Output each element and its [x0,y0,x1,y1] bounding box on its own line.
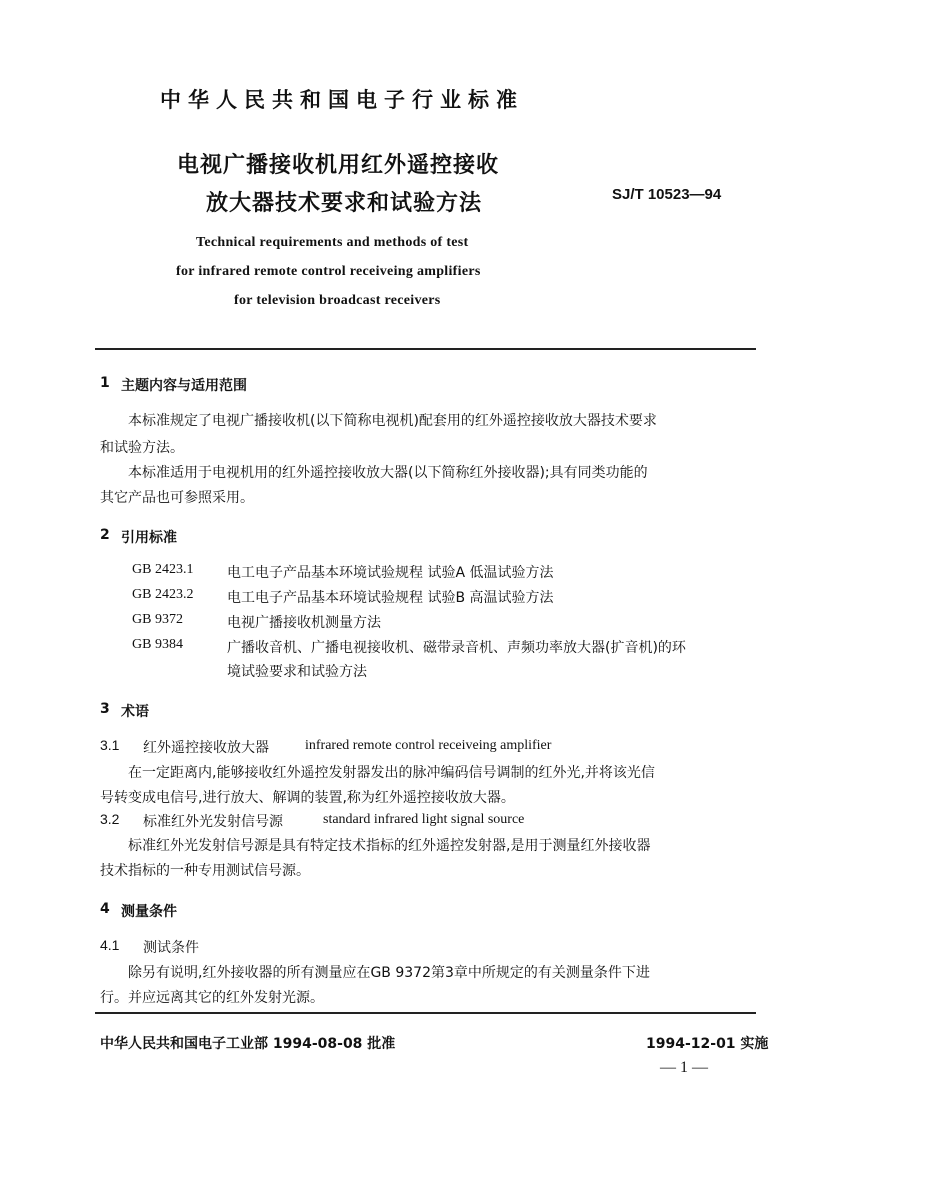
chinese-title-line-2: 放大器技术要求和试验方法 [206,191,483,216]
industry-standard-title: 中华人民共和国电子行业标准 [160,88,524,112]
standard-code: SJ/T 10523—94 [612,186,722,203]
term-english: infrared remote control receiveing amplifier [305,738,552,753]
effective-date: 1994-12-01 实施 [646,1036,769,1052]
section-4-title: 测量条件 [121,904,177,920]
term-definition-line-1: 标准红外光发射信号源是具有特定技术指标的红外遥控发射器,是用于测量红外接收器 [128,838,651,854]
reference-code: GB 2423.1 [132,562,194,577]
subsection-text-line-1: 除另有说明,红外接收器的所有测量应在GB 9372第3章中所规定的有关测量条件下进 [128,965,650,981]
section-1-para-2-line-1: 本标准适用于电视机用的红外遥控接收放大器(以下简称红外接收器);具有同类功能的 [128,465,648,481]
term-definition-line-1: 在一定距离内,能够接收红外遥控发射器发出的脉冲编码信号调制的红外光,并将该光信 [128,765,655,781]
chinese-title-line-1: 电视广播接收机用红外遥控接收 [177,153,500,178]
section-4-number: 4 [100,901,110,917]
term-chinese: 红外遥控接收放大器 [143,740,269,756]
term-definition-line-2: 号转变成电信号,进行放大、解调的装置,称为红外遥控接收放大器。 [100,790,515,806]
english-title-line-1: Technical requirements and methods of test [196,235,469,250]
subsection-text-line-2: 行。并应远离其它的红外发射光源。 [100,990,324,1006]
section-1-para-1-line-2: 和试验方法。 [100,440,184,456]
section-1-para-2-line-2: 其它产品也可参照采用。 [100,490,254,506]
reference-title: 电工电子产品基本环境试验规程 试验A 低温试验方法 [227,565,554,581]
english-title-line-2: for infrared remote control receiveing amplifiers [176,264,481,279]
subsection-number: 4.1 [100,937,120,953]
reference-title-continuation: 境试验要求和试验方法 [227,664,367,680]
subsection-title: 测试条件 [143,940,199,956]
section-2-number: 2 [100,527,110,543]
section-1-para-1-line-1: 本标准规定了电视广播接收机(以下简称电视机)配套用的红外遥控接收放大器技术要求 [128,413,657,429]
english-title-line-3: for television broadcast receivers [234,293,441,308]
term-chinese: 标准红外光发射信号源 [143,814,283,830]
term-definition-line-2: 技术指标的一种专用测试信号源。 [100,863,310,879]
term-number: 3.2 [100,811,120,827]
reference-code: GB 9384 [132,637,183,652]
reference-title: 电视广播接收机测量方法 [227,615,381,631]
footer-divider [95,1012,756,1014]
term-number: 3.1 [100,737,120,753]
section-3-title: 术语 [121,704,149,720]
section-2-title: 引用标准 [121,530,177,546]
approval-date: 中华人民共和国电子工业部 1994-08-08 批准 [100,1036,396,1052]
section-1-number: 1 [100,375,110,391]
reference-code: GB 2423.2 [132,587,194,602]
section-3-number: 3 [100,701,110,717]
reference-code: GB 9372 [132,612,183,627]
page-number: — 1 — [660,1059,708,1076]
reference-title: 广播收音机、广播电视接收机、磁带录音机、声频功率放大器(扩音机)的环 [227,640,686,656]
reference-title: 电工电子产品基本环境试验规程 试验B 高温试验方法 [227,590,554,606]
term-english: standard infrared light signal source [323,812,525,827]
header-divider [95,348,756,350]
section-1-title: 主题内容与适用范围 [121,378,247,394]
